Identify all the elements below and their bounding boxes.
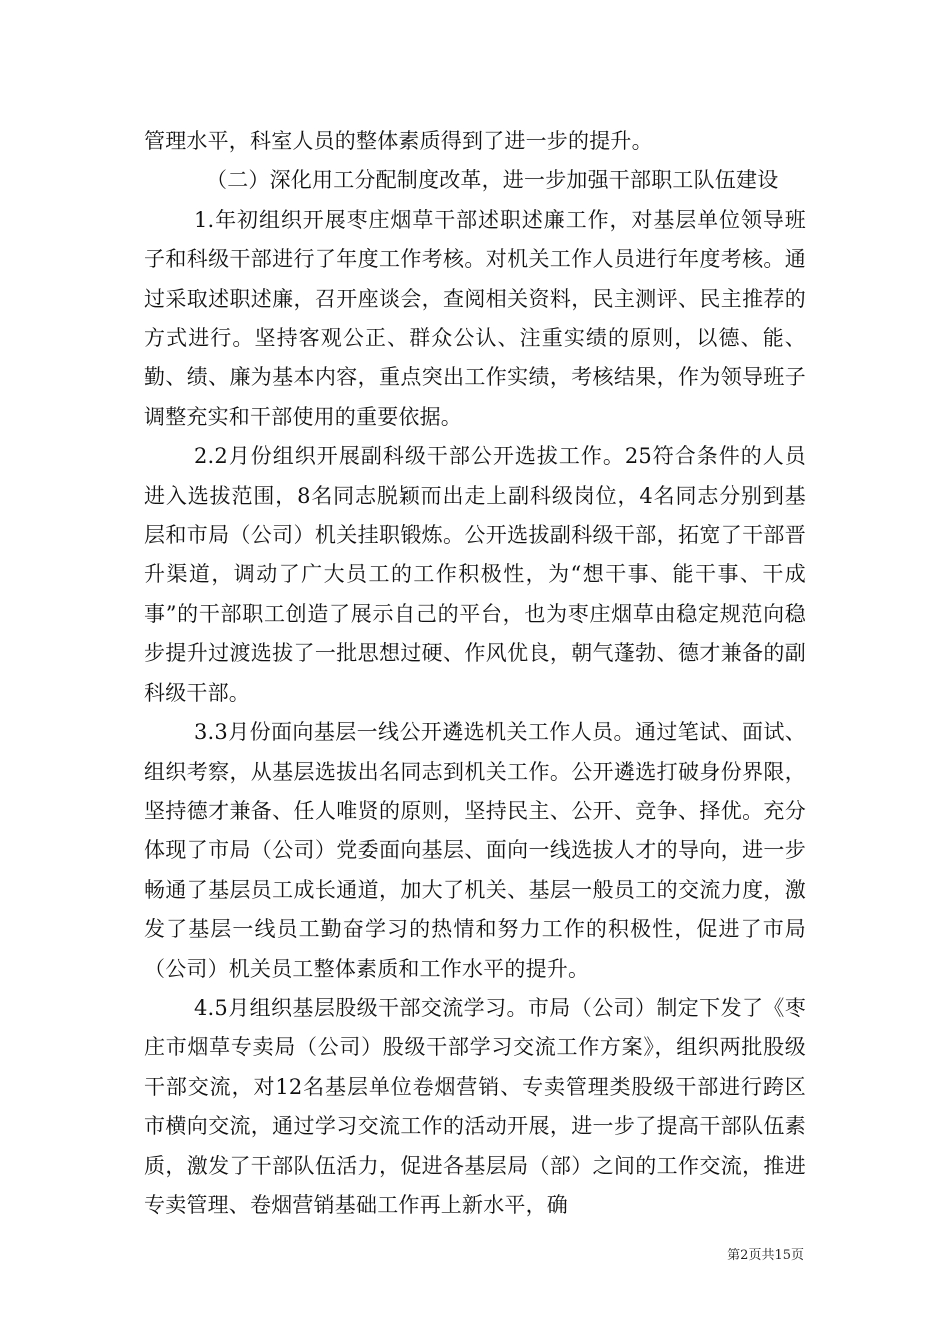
section-heading: （二）深化用工分配制度改革，进一步加强干部职工队伍建设 bbox=[206, 168, 779, 193]
paragraph-item-2: 2.2月份组织开展副科级干部公开选拔工作。25符合条件的人员进入选拔范围，8名同志脱颖而出走上副科级岗位，4名同志分别到基层和市局（公司）机关挂职锻炼。公开选拔副科级干部，拓宽了干部晋升渠道，调动了广大员工的工作积极性，为“想干事、能干事、干成事”的干部职工创造了展示自己的平台，也为枣庄烟草由稳定规范向稳步提升过渡选拔了一批思想过硬、作风优良，朝气蓬勃、德才兼备的副科级干部。 bbox=[144, 444, 806, 705]
paragraph-item-4: 4.5月组织基层股级干部交流学习。市局（公司）制定下发了《枣庄市烟草专卖局（公司）股级干部学习交流工作方案》，组织两批股级干部交流，对12名基层单位卷烟营销、专卖管理类股级干部进行跨区市横向交流，通过学习交流工作的活动开展，进一步了提高干部队伍素质，激发了干部队伍活力，促进各基层局（部）之间的工作交流，推进专卖管理、卷烟营销基础工作再上新水平，确 bbox=[144, 995, 806, 1217]
document-body bbox=[144, 122, 806, 1225]
page-number: 第2页共15页 bbox=[727, 1248, 804, 1263]
paragraph-item-1: 1.年初组织开展枣庄烟草干部述职述廉工作，对基层单位领导班子和科级干部进行了年度工作考核。对机关工作人员进行年度考核。通过采取述职述廉，召开座谈会，查阅相关资料，民主测评、民主推荐的方式进行。坚持客观公正、群众公认、注重实绩的原则，以德、能、勤、绩、廉为基本内容，重点突出工作实绩，考核结果，作为领导班子调整充实和干部使用的重要依据。 bbox=[144, 207, 806, 429]
paragraph-continuation: 管理水平，科室人员的整体素质得到了进一步的提升。 bbox=[144, 129, 653, 153]
paragraph-item-3: 3.3月份面向基层一线公开遴选机关工作人员。通过笔试、面试、组织考察，从基层选拔出名同志到机关工作。公开遴选打破身份界限，坚持德才兼备、任人唯贤的原则，坚持民主、公开、竞争、择优。充分体现了市局（公司）党委面向基层、面向一线选拔人才的导向，进一步畅通了基层员工成长通道，加大了机关、基层一般员工的交流力度，激发了基层一线员工勤奋学习的热情和努力工作的积极性，促进了市局（公司）机关员工整体素质和工作水平的提升。 bbox=[144, 720, 806, 981]
